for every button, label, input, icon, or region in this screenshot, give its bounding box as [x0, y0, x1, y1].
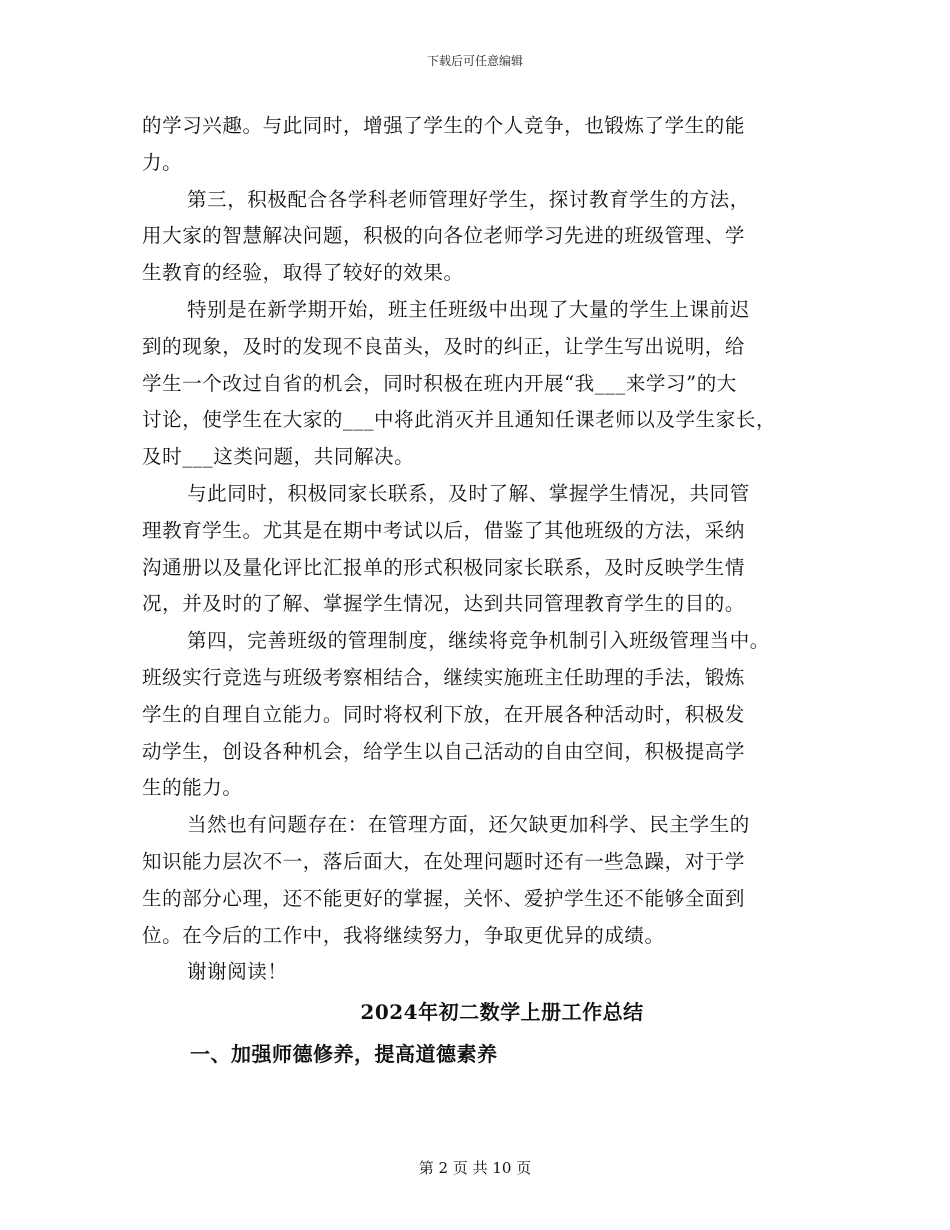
text-line: 学生的自理自立能力。同时将权利下放，在开展各种活动时，积极发 [142, 702, 746, 726]
text-line: 用大家的智慧解决问题，积极的向各位老师学习先进的班级管理、学 [142, 224, 746, 248]
text-line: 学生一个改过自省的机会，同时积极在班内开展“我___来学习”的大 [142, 371, 737, 395]
text-line: 及时___这类问题，共同解决。 [142, 445, 415, 469]
text-line: 第四，完善班级的管理制度，继续将竞争机制引入班级管理当中。 [187, 629, 770, 653]
text-line: 动学生，创设各种机会，给学生以自己活动的自由空间，积极提高学 [142, 739, 746, 763]
page-header: 下载后可任意编辑 [426, 54, 523, 68]
text-line: 班级实行竞选与班级考察相结合，继续实施班主任助理的手法，锻炼 [142, 665, 746, 689]
text-line: 理教育学生。尤其是在期中考试以后，借鉴了其他班级的方法，采纳 [142, 518, 746, 542]
paragraph-lines [142, 108, 822, 991]
section-title: 2024年初二数学上册工作总结 [360, 1000, 644, 1025]
text-line: 的学习兴趣。与此同时，增强了学生的个人竞争，也锻炼了学生的能 [142, 114, 746, 137]
page-footer: 第 2 页 共 10 页 [418, 1159, 532, 1177]
text-line: 与此同时，积极同家长联系，及时了解、掌握学生情况，共同管 [187, 481, 750, 505]
text-line: 当然也有问题存在：在管理方面，还欠缺更加科学、民主学生的 [187, 813, 750, 837]
text-line: 讨论，使学生在大家的___中将此消灭并且通知任课老师以及学生家长， [142, 408, 777, 432]
text-line: 生的能力。 [142, 776, 243, 800]
text-line: 位。在今后的工作中，我将继续努力，争取更优异的成绩。 [142, 923, 665, 947]
text-line: 力。 [142, 150, 183, 174]
text-line: 沟通册以及量化评比汇报单的形式积极同家长联系，及时反映学生情 [142, 555, 746, 579]
text-line: 特别是在新学期开始，班主任班级中出现了大量的学生上课前迟 [187, 297, 750, 321]
text-line: 到的现象，及时的发现不良苗头，及时的纠正，让学生写出说明，给 [142, 334, 746, 358]
text-line: 知识能力层次不一，落后面大，在处理问题时还有一些急躁，对于学 [142, 849, 746, 873]
section-heading: 一、加强师德修养，提高道德素养 [190, 1042, 498, 1067]
body-text [142, 108, 822, 1075]
text-line: 谢谢阅读！ [187, 960, 288, 984]
text-line: 第三，积极配合各学科老师管理好学生，探讨教育学生的方法， [187, 187, 750, 211]
text-line: 生的部分心理，还不能更好的掌握，关怀、爱护学生还不能够全面到 [142, 886, 746, 910]
text-line: 况，并及时的了解、掌握学生情况，达到共同管理教育学生的目的。 [142, 592, 746, 616]
text-line: 生教育的经验，取得了较好的效果。 [142, 261, 464, 285]
